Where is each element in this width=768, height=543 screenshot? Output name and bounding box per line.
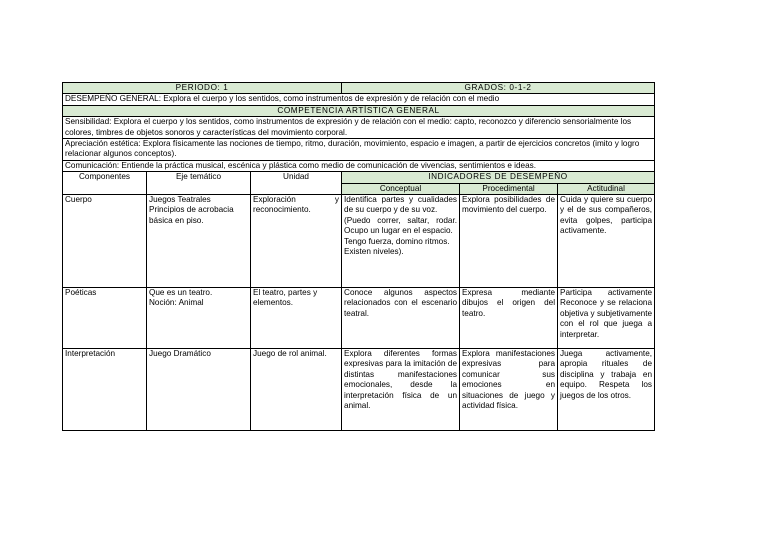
componente-cell: Cuerpo (63, 195, 147, 288)
col-conceptual: Conceptual (342, 183, 460, 194)
eje-cell (147, 195, 251, 288)
eje-line: Principios de acrobacia básica en piso. (149, 205, 234, 225)
conceptual-cell (342, 288, 460, 349)
periodo-cell: PERIODO: 1 (63, 83, 342, 94)
comunicacion-text: Comunicación: Entiende la práctica musical, escénica y plástica como medio de comunicación de vivencias, sentimientos e ideas. (63, 160, 655, 171)
procedimental-cell: Explora manifestaciones expresivas para comunicar sus emociones en situaciones de juego y actividad física. (460, 349, 558, 431)
grados-cell: GRADOS: 0-1-2 (342, 83, 655, 94)
actitudinal-cell: Participa activamente Reconoce y se relaciona objetiva y subjetivamente con el rol que juega a interpretar. (558, 288, 655, 349)
conceptual-line: (Puedo correr, saltar, rodar. Ocupo un lugar en el espacio. (344, 215, 458, 236)
procedimental-cell: Expresa mediante dibujos el origen del teatro. (460, 288, 558, 349)
col-unidad: Unidad (251, 172, 342, 195)
conceptual-line: Explora diferentes formas expresivas para la imitación de distintas manifestaciones emocionales, desde la interpretación física de un animal. (344, 349, 458, 411)
actitudinal-cell: Juega activamente, apropia rituales de disciplina y trabaja en equipo. Respeta los juegos de los otros. (558, 349, 655, 431)
col-componentes: Componentes (63, 172, 147, 195)
eje-cell (147, 288, 251, 349)
column-header-row (63, 172, 655, 183)
conceptual-line: Existen niveles). (344, 247, 404, 257)
col-actitudinal: Actitudinal (558, 183, 655, 194)
table-row (63, 288, 655, 349)
unidad-cell: Juego de rol animal. (251, 349, 342, 431)
table-row (63, 349, 655, 431)
conceptual-cell (342, 195, 460, 288)
eje-line: Que es un teatro. (149, 288, 213, 298)
table-row (63, 195, 655, 288)
actitudinal-cell: Cuida y quiere su cuerpo y el de sus compañeros, evita golpes, participa activamente. (558, 195, 655, 288)
procedimental-cell: Explora posibilidades de movimiento del cuerpo. (460, 195, 558, 288)
period-row (63, 83, 655, 94)
eje-line: Noción: Animal (149, 298, 204, 308)
sensibilidad-text: Sensibilidad: Explora el cuerpo y los sentidos, como instrumentos de expresión y de relación con el medio: capto, reconozco y diferencio sensorialmente los colores, timbres de objetos sonoros y características del movimiento corporal. (63, 117, 655, 139)
unidad-cell: El teatro, partes y elementos. (251, 288, 342, 349)
eje-cell (147, 349, 251, 431)
eje-line: Juego Dramático (149, 349, 211, 359)
apreciacion-text: Apreciación estética: Explora físicamente las nociones de tiempo, ritmo, duración, movimiento, espacio e imagen, a partir de ejercicios concretos (imito y logro relacionar algunos conceptos). (63, 139, 655, 161)
col-procedimental: Procedimental (460, 183, 558, 194)
conceptual-line: Identifica partes y cualidades de su cuerpo y de su voz. (344, 195, 458, 215)
col-indicadores: INDICADORES DE DESEMPEÑO (342, 172, 655, 183)
desempeno-general: DESEMPEÑO GENERAL: Explora el cuerpo y los sentidos, como instrumentos de expresión y de relación con el medio (63, 94, 655, 105)
competency-table (62, 82, 655, 431)
competencia-title: COMPETENCIA ARTÍSTICA GENERAL (63, 105, 655, 116)
unidad-cell: Exploración y reconocimiento. (251, 195, 342, 288)
conceptual-line: Tengo fuerza, domino ritmos. (344, 236, 450, 246)
conceptual-cell (342, 349, 460, 431)
col-eje: Eje temático (147, 172, 251, 195)
componente-cell: Interpretación (63, 349, 147, 431)
conceptual-line: Conoce algunos aspectos relacionados con el escenario teatral. (344, 288, 458, 318)
componente-cell: Poéticas (63, 288, 147, 349)
eje-line: Juegos Teatrales (149, 195, 211, 205)
